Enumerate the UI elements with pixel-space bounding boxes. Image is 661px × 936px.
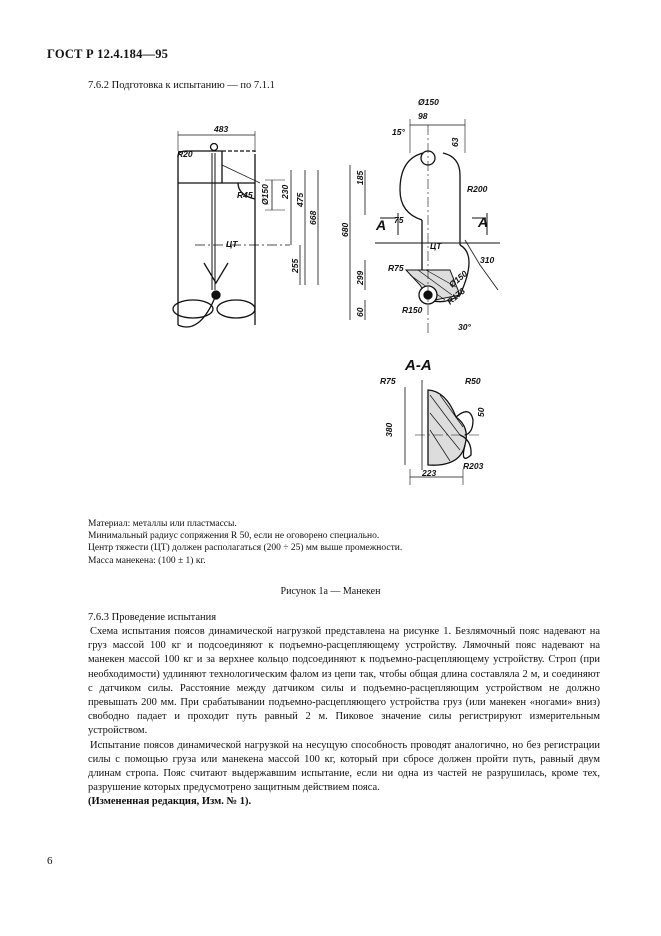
dim-section-r203: R203 — [463, 461, 484, 471]
dim-d150-top: Ø150 — [418, 97, 439, 107]
dim-r45: R45 — [237, 190, 253, 200]
figure-caption: Рисунок 1а — Манекен — [280, 586, 381, 597]
section-7-6-3-title: 7.6.3 Проведение испытания — [88, 612, 217, 623]
cg-label-left: ЦТ — [226, 239, 238, 249]
dim-d150-left: Ø150 — [260, 184, 270, 205]
note-material: Материал: металлы или пластмассы. — [88, 519, 237, 529]
dim-r200: R200 — [467, 184, 488, 194]
note-center-of-gravity: Центр тяжести (ЦТ) должен располагаться (200 ÷ 25) мм выше промежности. — [88, 543, 403, 554]
paragraph-2: Испытание поясов динамической нагрузкой на несущую способность проводят аналогично, но без регистрации силы с помощью груза или манекена массой 100 кг, который при сбросе должен пройти путь, равный двум длинам стропа. Пояс считают выдержавшим испытание, если ни одна из частей не разрушилась, кроме тех, разрушение которых предусмотрено защитным действием пояса. — [88, 739, 600, 794]
dim-section-50: 50 — [476, 407, 486, 417]
dim-230: 230 — [280, 184, 290, 199]
dim-r20: R20 — [177, 149, 193, 159]
dim-15deg: 15° — [392, 127, 405, 137]
section-aa-label: А-А — [405, 357, 432, 374]
dim-r178: R178 — [444, 285, 467, 307]
dim-r150: R150 — [402, 305, 423, 315]
dim-section-r50: R50 — [465, 376, 481, 386]
dim-r75: R75 — [388, 263, 404, 273]
dim-30deg: 30° — [458, 322, 471, 332]
page-header: ГОСТ Р 12.4.184—95 — [47, 47, 169, 61]
note-radius: Минимальный радиус сопряжения R 50, если не оговорено специально. — [88, 531, 380, 542]
section-7-6-2-title: 7.6.2 Подготовка к испытанию — по 7.1.1 — [88, 80, 275, 91]
body-text — [88, 625, 600, 810]
dim-310: 310 — [480, 255, 495, 265]
page-number: 6 — [47, 855, 53, 867]
dim-63: 63 — [450, 137, 460, 147]
amendment-note: (Измененная редакция, Изм. № 1). — [88, 796, 252, 808]
section-mark-a-right: A — [478, 214, 489, 230]
dim-d150-bottom: Ø150 — [446, 268, 470, 290]
dim-255: 255 — [290, 258, 300, 273]
dim-483: 483 — [214, 124, 229, 134]
dim-185: 185 — [355, 170, 365, 185]
mannequin-drawing — [160, 95, 540, 495]
dim-section-223: 223 — [422, 468, 437, 478]
dim-98: 98 — [418, 111, 428, 121]
dim-60: 60 — [355, 307, 365, 317]
dim-668: 668 — [308, 210, 318, 225]
dim-section-r75: R75 — [380, 376, 396, 386]
note-mass: Масса манекена: (100 ± 1) кг. — [88, 555, 206, 566]
cg-label-right: ЦТ — [430, 241, 442, 251]
dim-75: 75 — [394, 215, 404, 225]
dim-299: 299 — [355, 270, 365, 285]
dim-475: 475 — [295, 192, 305, 207]
dim-680: 680 — [340, 222, 350, 237]
drawing-notes — [88, 518, 568, 567]
paragraph-1: Схема испытания поясов динамической нагрузкой представлена на рисунке 1. Безлямочный пояс надевают на груз массой 100 кг и подсоединяют к подъемно-расцепляющему устройству. Лямочный пояс надевают на манекен массой 100 кг и за верхнее кольцо подсоединяют к подъемно-расцепляющему устройству. Строп (при необходимости) удлиняют технологическим фалом из цепи так, чтобы общая длина составляла 2 м, и соединяют с датчиком силы. Расстояние между датчиком силы и подъемно-расцепляющим устройством не должно превышать 200 мм. При срабатывании подъемно-расцепляющего устройства груз (или манекен «ногами» вниз) свободно падает и проходит путь равный 2 м. Пиковое значение силы регистрируют измерительным устройством. — [88, 626, 600, 737]
dim-section-380: 380 — [384, 422, 394, 437]
section-mark-a-left: A — [376, 217, 387, 233]
